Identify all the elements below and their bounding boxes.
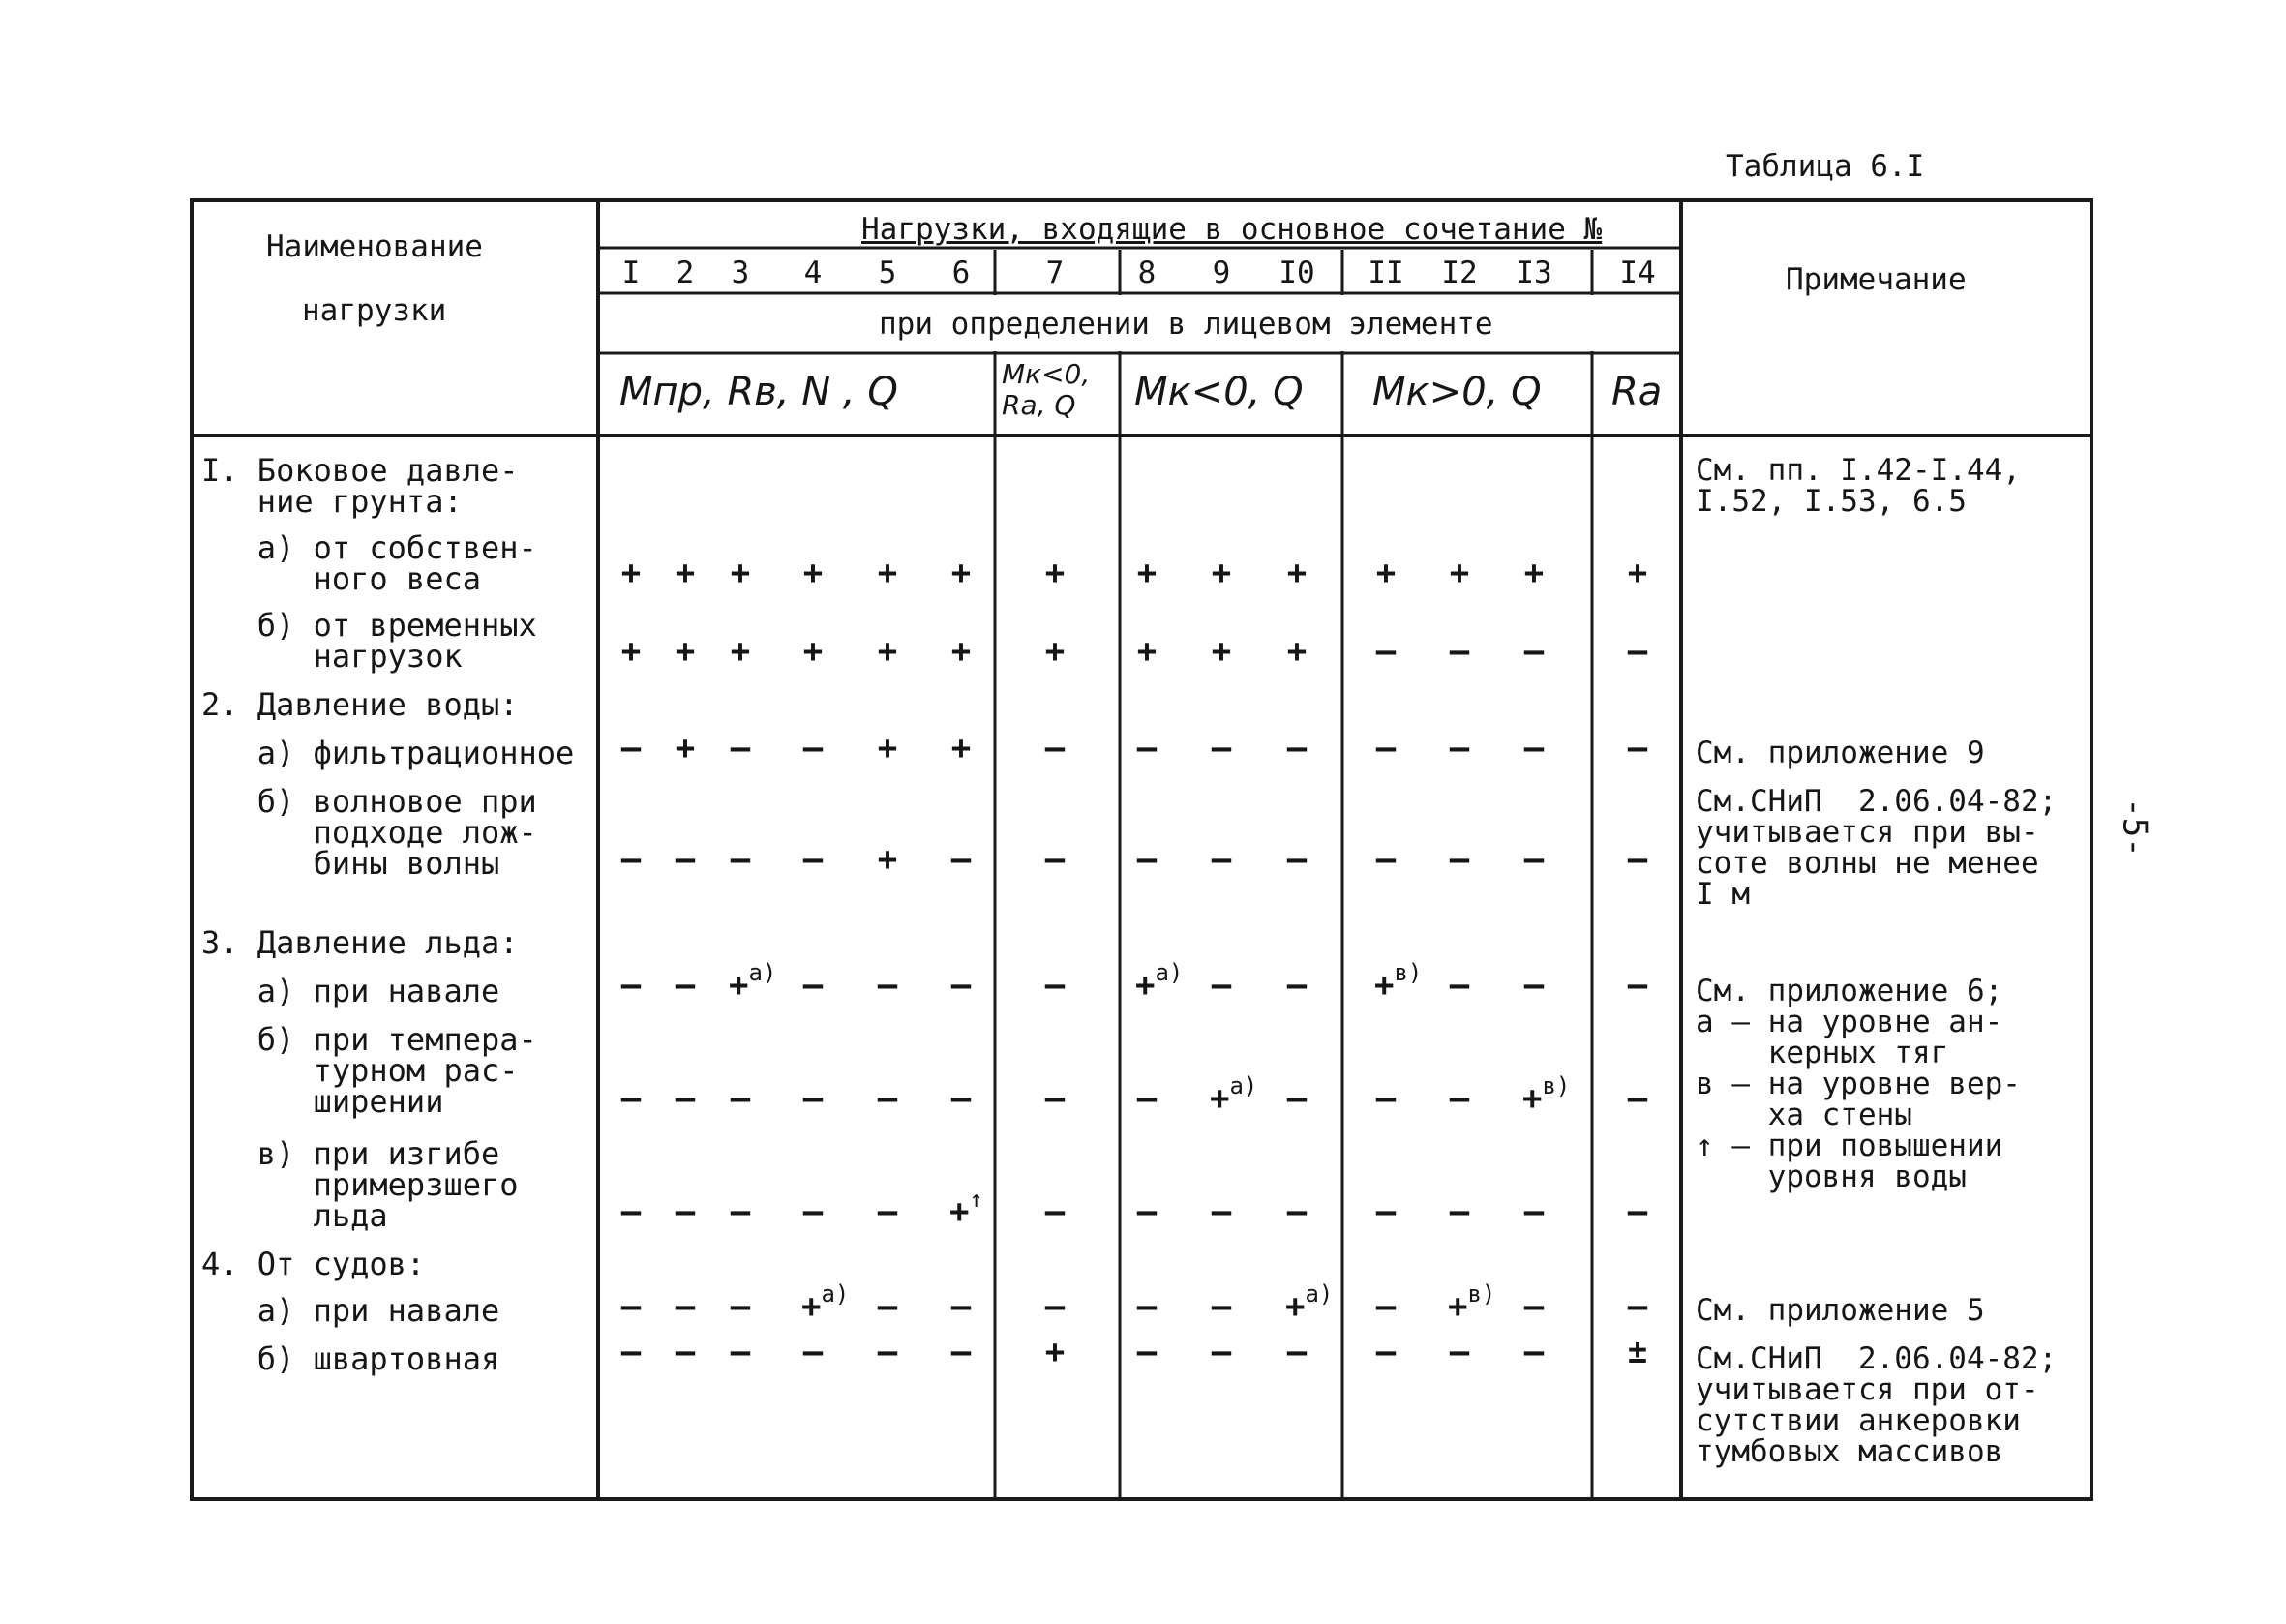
row-label: нагрузок [201, 638, 463, 675]
row-cell: +$^{в)}$ [1374, 959, 1423, 1005]
row-cell: + [877, 554, 898, 592]
row-cell: – [1044, 729, 1066, 767]
header-determination-row: при определении в лицевом элементе [879, 307, 1493, 342]
row-cell: – [802, 1192, 824, 1231]
row-cell: – [675, 840, 696, 879]
row-note: сутствии анкеровки [1696, 1403, 2021, 1438]
row-label: а) при навале [201, 973, 500, 1009]
combo-number: 7 [1045, 256, 1065, 290]
row-label: подходе лож- [201, 814, 537, 851]
row-cell: – [1627, 1192, 1648, 1231]
row-note: соте волны не менее [1696, 846, 2039, 881]
row-cell: – [1375, 1287, 1397, 1326]
row-note: См. приложение 6; [1696, 974, 2003, 1008]
row-label: примерзшего [201, 1166, 519, 1203]
row-label: б) швартовная [201, 1340, 500, 1377]
row-cell: – [1136, 729, 1158, 767]
row-label: ние грунта: [201, 483, 463, 520]
row-cell: – [1286, 1333, 1308, 1371]
row-cell: +$^{в)}$ [1522, 1072, 1571, 1118]
row-label: б) при темпера- [201, 1021, 537, 1058]
row-cell: + [730, 632, 751, 671]
row-cell: +$^{а)}$ [1285, 1280, 1334, 1326]
row-cell: – [1286, 729, 1308, 767]
combo-number: I3 [1516, 256, 1552, 290]
row-cell: – [1286, 1079, 1308, 1118]
row-note: тумбовых массивов [1696, 1434, 2003, 1469]
row-cell: – [877, 1079, 898, 1118]
row-cell: – [1627, 729, 1648, 767]
header-formula-d: Mк>0, Q [1372, 370, 1542, 414]
row-cell: – [950, 966, 972, 1005]
row-cell: – [1627, 840, 1648, 879]
row-note: ха стены [1696, 1098, 1912, 1132]
row-cell: – [1449, 1333, 1470, 1371]
row-cell: – [802, 966, 824, 1005]
row-note: См. пп. I.42-I.44, [1696, 453, 2021, 488]
row-cell: + [675, 729, 696, 767]
row-label: 2. Давление воды: [201, 686, 519, 723]
row-cell: + [1136, 632, 1158, 671]
row-note: См.СНиП 2.06.04-82; [1696, 784, 2058, 819]
row-cell: + [877, 729, 898, 767]
row-cell: – [802, 729, 824, 767]
row-label: а) при навале [201, 1292, 500, 1329]
row-cell: – [1211, 840, 1232, 879]
row-cell: + [950, 729, 972, 767]
row-cell: + [950, 554, 972, 592]
row-cell: – [877, 1287, 898, 1326]
combo-number: I0 [1278, 256, 1315, 290]
row-label: б) волновое при [201, 783, 537, 820]
row-cell: – [1523, 1333, 1545, 1371]
combo-number: 4 [803, 256, 823, 290]
row-cell: – [950, 1333, 972, 1371]
combo-number: 6 [951, 256, 971, 290]
row-cell: + [1375, 554, 1397, 592]
row-note: а – на уровне ан- [1696, 1005, 2003, 1039]
row-note: уровня воды [1696, 1159, 1967, 1194]
row-cell: – [1286, 966, 1308, 1005]
row-cell: – [675, 966, 696, 1005]
row-cell: – [730, 729, 751, 767]
row-cell: – [1449, 1079, 1470, 1118]
row-label: льда [201, 1197, 388, 1234]
row-note: ↑ – при повышении [1696, 1128, 2003, 1163]
header-formula-e: Rа [1611, 370, 1663, 414]
row-cell: – [1044, 1287, 1066, 1326]
row-cell: + [1044, 632, 1066, 671]
row-cell: + [802, 632, 824, 671]
row-cell: – [1523, 1192, 1545, 1231]
row-cell: – [1627, 632, 1648, 671]
combo-number: 2 [676, 256, 695, 290]
row-note: См. приложение 5 [1696, 1293, 1985, 1328]
row-label: б) от временных [201, 607, 537, 644]
row-cell: – [802, 1333, 824, 1371]
row-label: в) при изгибе [201, 1135, 500, 1172]
row-cell: – [1375, 632, 1397, 671]
row-note: учитывается при вы- [1696, 815, 2039, 850]
row-cell: – [1449, 1192, 1470, 1231]
row-cell: – [730, 1192, 751, 1231]
row-cell: – [675, 1192, 696, 1231]
row-cell: – [802, 1079, 824, 1118]
row-label: ширении [201, 1083, 444, 1120]
row-cell: – [1375, 1192, 1397, 1231]
row-cell: – [730, 840, 751, 879]
header-name-line2: нагрузки [302, 293, 447, 328]
row-note: I.52, I.53, 6.5 [1696, 484, 1967, 519]
row-cell: ± [1627, 1333, 1648, 1371]
row-cell: – [1136, 1192, 1158, 1231]
row-cell: + [1523, 554, 1545, 592]
row-cell: + [1449, 554, 1470, 592]
header-formula-a: Mпр, Rв, N , Q [619, 370, 898, 414]
row-label: а) фильтрационное [201, 735, 575, 771]
row-cell: – [675, 1333, 696, 1371]
row-cell: +$^{а)}$ [1135, 959, 1184, 1005]
row-cell: – [1375, 1079, 1397, 1118]
row-cell: – [620, 1287, 642, 1326]
row-cell: – [950, 1287, 972, 1326]
row-cell: – [620, 729, 642, 767]
row-cell: +$^{а)}$ [729, 959, 777, 1005]
row-cell: – [877, 1192, 898, 1231]
row-note: См.СНиП 2.06.04-82; [1696, 1341, 2058, 1376]
row-cell: – [1523, 966, 1545, 1005]
row-cell: – [1211, 1287, 1232, 1326]
row-note: учитывается при от- [1696, 1372, 2039, 1407]
row-cell: – [1044, 966, 1066, 1005]
row-cell: – [1449, 632, 1470, 671]
row-cell: – [1523, 729, 1545, 767]
row-cell: + [802, 554, 824, 592]
row-note: в – на уровне вер- [1696, 1067, 2021, 1101]
row-cell: – [1286, 840, 1308, 879]
header-formula-b-line2: Rа, Q [1002, 389, 1076, 421]
row-cell: – [1523, 840, 1545, 879]
row-label: турном рас- [201, 1052, 519, 1089]
row-cell: – [620, 1079, 642, 1118]
row-cell: + [620, 632, 642, 671]
row-cell: – [1286, 1192, 1308, 1231]
row-cell: – [1627, 1287, 1648, 1326]
row-cell: + [1286, 554, 1308, 592]
row-cell: – [1136, 1333, 1158, 1371]
row-cell: – [1136, 1079, 1158, 1118]
row-cell: – [1044, 1192, 1066, 1231]
row-cell: – [1211, 729, 1232, 767]
row-note: См. приложение 9 [1696, 736, 1985, 770]
header-note: Примечание [1786, 262, 1967, 297]
row-label: а) от собствен- [201, 529, 537, 566]
row-cell: – [1523, 632, 1545, 671]
row-label: I. Боковое давле- [201, 452, 519, 489]
row-cell: – [1211, 1333, 1232, 1371]
row-cell: – [877, 1333, 898, 1371]
row-cell: – [1627, 966, 1648, 1005]
row-cell: – [620, 966, 642, 1005]
row-cell: + [1211, 632, 1232, 671]
row-cell: – [730, 1079, 751, 1118]
row-cell: + [730, 554, 751, 592]
page-number: -5- [2115, 797, 2154, 857]
row-cell: + [675, 632, 696, 671]
row-cell: – [1211, 966, 1232, 1005]
row-cell: – [802, 840, 824, 879]
row-cell: – [950, 840, 972, 879]
row-cell: + [950, 632, 972, 671]
header-formula-c: Mк<0, Q [1134, 370, 1304, 414]
row-cell: – [1044, 1079, 1066, 1118]
row-cell: – [1211, 1192, 1232, 1231]
row-cell: – [620, 1192, 642, 1231]
row-cell: – [620, 840, 642, 879]
row-label: бины волны [201, 845, 500, 882]
combo-number: I [621, 256, 641, 290]
row-cell: – [1523, 1287, 1545, 1326]
row-cell: – [675, 1287, 696, 1326]
row-cell: + [1627, 554, 1648, 592]
row-label: ного веса [201, 560, 481, 597]
row-cell: +$^{а)}$ [1210, 1072, 1258, 1118]
row-cell: – [1449, 729, 1470, 767]
row-cell: – [1449, 966, 1470, 1005]
combo-number: 5 [878, 256, 897, 290]
table-caption: Таблица 6.I [1726, 149, 1925, 184]
row-note: I м [1696, 877, 1750, 912]
row-cell: + [620, 554, 642, 592]
header-name-line1: Наименование [266, 229, 483, 264]
combo-number: I2 [1441, 256, 1478, 290]
row-cell: +$^{в)}$ [1448, 1280, 1496, 1326]
row-cell: – [730, 1333, 751, 1371]
combo-number: 9 [1212, 256, 1231, 290]
row-cell: – [1136, 1287, 1158, 1326]
row-cell: – [1136, 840, 1158, 879]
row-cell: – [1375, 729, 1397, 767]
row-cell: + [1044, 554, 1066, 592]
row-cell: + [877, 840, 898, 879]
row-cell: + [1136, 554, 1158, 592]
row-cell: – [730, 1287, 751, 1326]
row-label: 3. Давление льда: [201, 924, 519, 961]
row-label: 4. От судов: [201, 1246, 426, 1282]
row-cell: – [877, 966, 898, 1005]
row-cell: – [1375, 1333, 1397, 1371]
row-cell: – [1449, 840, 1470, 879]
row-cell: – [1627, 1079, 1648, 1118]
row-cell: + [1286, 632, 1308, 671]
combo-number: II [1368, 256, 1404, 290]
row-cell: + [877, 632, 898, 671]
row-cell: +$^{а)}$ [801, 1280, 850, 1326]
row-cell: – [620, 1333, 642, 1371]
row-cell: – [675, 1079, 696, 1118]
row-cell: +↑ [949, 1186, 983, 1231]
combo-number: I4 [1619, 256, 1656, 290]
row-cell: – [950, 1079, 972, 1118]
row-cell: + [1211, 554, 1232, 592]
row-cell: + [1044, 1333, 1066, 1371]
row-cell: – [1375, 840, 1397, 879]
row-cell: + [675, 554, 696, 592]
combo-number: 8 [1137, 256, 1157, 290]
header-formula-b-line1: Mк<0, [1002, 358, 1091, 390]
combo-number: 3 [731, 256, 750, 290]
row-note: керных тяг [1696, 1036, 1949, 1070]
header-group-title: Нагрузки, входящие в основное сочетание № [861, 212, 1603, 247]
row-cell: – [1044, 840, 1066, 879]
